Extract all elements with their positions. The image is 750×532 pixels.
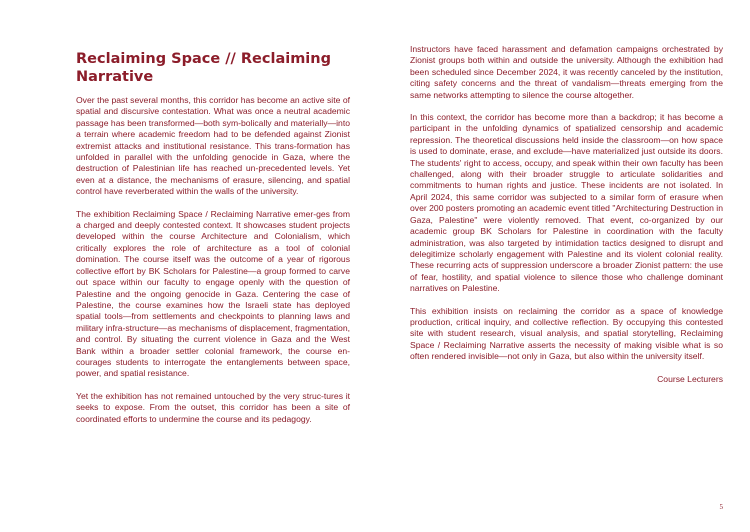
paragraph: Over the past several months, this corridor has become an active site of spatial and discursive contestation. What was once a neutral academic passage has been transformed—both sym-bolically and materially—into a terrain where academic freedom had to be defended against Zionist extremist attacks and institutional resistance. This trans-formation has unfolded in parallel with the unfolding genocide in Gaza, where the destruction of Palestinian life has reached un-precedented levels. Yet even at a distance, the mechanisms of erasure, silencing, and spatial control have reverberated within the walls of the university. <box>76 95 350 197</box>
right-column <box>410 44 723 385</box>
paragraph: The exhibition Reclaiming Space / Reclaiming Narrative emer-ges from a charged and deeply contested context. It showcases student projects developed within the course Architecture and Colonialism, which critically explores the role of architecture as a tool of colonial domination. The course itself was the outcome of a year of rigorous collective effort by BK Scholars for Palestine—a group formed to carve out space within our faculty to engage openly with the question of Palestine and the ongoing genocide in Gaza. Centering the case of Palestine, the course examines how the Israeli state has deployed spatial tools—from settlements and checkpoints to planning laws and military infra-structure—as mechanisms of displacement, fragmentation, and control. By situating the current violence in Gaza and the West Bank within a broader settler colonial framework, the course en-courages students to interrogate the entanglements between space, power, and spatial resistance. <box>76 208 350 379</box>
paragraph: This exhibition insists on reclaiming the corridor as a space of knowledge production, critical inquiry, and collective reflection. By occupying this contested site with student research, visual analysis, and spatial storytelling, Reclaiming Space / Reclaiming Narrative asserts the necessity of making visible what is so often rendered invisible—not only in Gaza, but also within the university itself. <box>410 305 723 362</box>
paragraph: In this context, the corridor has become more than a backdrop; it has become a participant in the unfolding dynamics of spatialized censorship and academic repression. The theoretical discussions held inside the classroom—on how space is used to dominate, erase, and exclude—have materialized just outside its doors. The students' right to access, occupy, and speak within their own faculty has been challenged, along with their broader struggle to articulate solidarities and commitments to human rights and justice. These incidents are not isolated. In April 2024, this same corridor was subjected to a similar form of erasure when over 200 posters promoting an academic event titled "Architecturing Destruction in Gaza, Palestine" were violently removed. That event, co-organized by our academic group BK Scholars for Palestine in coordination with the faculty administration, was also targeted by intimidation tactics designed to disrupt and delegitimize scholarly engagement with Palestine and its violent colonial reality. These recurring acts of suppression underscore a broader Zionist pattern: the use of fear, hostility, and spatial violence to silence those who challenge dominant narratives on Palestine. <box>410 112 723 294</box>
left-column <box>76 50 350 436</box>
paragraph: Yet the exhibition has not remained untouched by the very struc-tures it seeks to expose. From the outset, this corridor has been a site of coordinated efforts to undermine the course and its pedagogy. <box>76 390 350 424</box>
page-number: 5 <box>719 503 723 511</box>
paragraph: Instructors have faced harassment and defamation campaigns orchestrated by Zionist groups both within and outside the university. Although the exhibition had been scheduled since December 2024, it was recently canceled by the institution, citing safety concerns and the threat of vandalism—threats emerging from the same networks attempting to silence the course altogether. <box>410 44 723 100</box>
article-title: Reclaiming Space // Reclaiming Narrative <box>76 51 331 85</box>
signature: Course Lecturers <box>657 373 723 384</box>
